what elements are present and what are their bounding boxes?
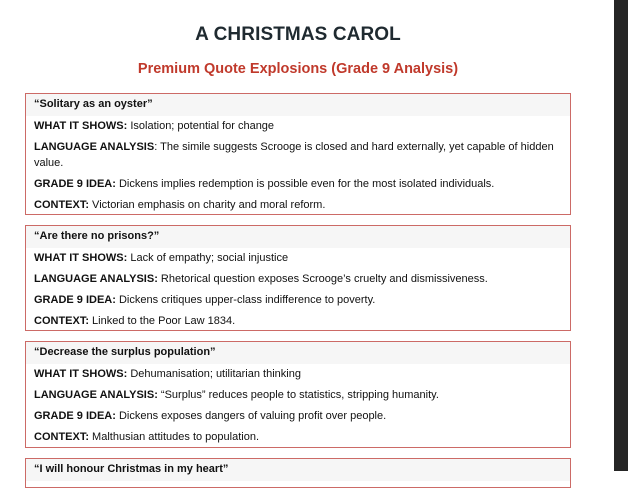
grade-9-idea-row xyxy=(26,406,570,427)
row-text: Victorian emphasis on charity and moral reform. xyxy=(89,199,326,211)
row-label: WHAT IT SHOWS: xyxy=(34,368,128,380)
row-label: LANGUAGE ANALYSIS: xyxy=(34,273,158,285)
document-subtitle: Premium Quote Explosions (Grade 9 Analysis) xyxy=(137,61,459,77)
row-text: Dickens implies redemption is possible even for the most isolated individuals. xyxy=(115,178,495,190)
row-label: WHAT IT SHOWS: xyxy=(34,252,128,264)
context-row xyxy=(26,427,570,448)
language-analysis-row xyxy=(26,137,570,174)
row-text: Isolation; potential for change xyxy=(127,120,275,132)
what-it-shows-row xyxy=(26,364,570,385)
row-text: : The simile suggests Scrooge is closed and hard externally, yet capable of hidden value. xyxy=(34,141,554,169)
quote-heading: “Solitary as an oyster” xyxy=(26,94,570,116)
document-title: A CHRISTMAS CAROL xyxy=(195,24,401,45)
row-label: GRADE 9 IDEA: xyxy=(34,294,116,306)
quote-heading: “Are there no prisons?” xyxy=(26,226,570,248)
language-analysis-row xyxy=(26,385,570,406)
grade-9-idea-row xyxy=(26,290,570,311)
quote-card-prisons xyxy=(25,225,571,331)
context-row xyxy=(26,311,570,332)
viewer-side-panel xyxy=(614,0,628,471)
row-text: Dehumanisation; utilitarian thinking xyxy=(127,368,301,380)
row-label: GRADE 9 IDEA: xyxy=(34,410,116,422)
what-it-shows-row xyxy=(26,248,570,269)
row-text: Linked to the Poor Law 1834. xyxy=(89,315,236,327)
what-it-shows-row xyxy=(26,116,570,137)
row-label: LANGUAGE ANALYSIS xyxy=(34,141,155,153)
row-label: CONTEXT: xyxy=(34,199,89,211)
language-analysis-row xyxy=(26,269,570,290)
row-text: Dickens exposes dangers of valuing profit over people. xyxy=(115,410,387,422)
row-label: CONTEXT: xyxy=(34,315,89,327)
row-label: CONTEXT: xyxy=(34,431,89,443)
row-text: Rhetorical question exposes Scrooge’s cruelty and dismissiveness. xyxy=(157,273,488,285)
quote-card-surplus xyxy=(25,341,571,448)
quote-heading: “I will honour Christmas in my heart” xyxy=(26,459,570,481)
quote-card-honour-christmas xyxy=(25,458,571,488)
row-text: Dickens critiques upper-class indifference to poverty. xyxy=(115,294,376,306)
row-label: WHAT IT SHOWS: xyxy=(34,120,128,132)
row-text: Lack of empathy; social injustice xyxy=(127,252,289,264)
row-label: LANGUAGE ANALYSIS: xyxy=(34,389,158,401)
row-text: Malthusian attitudes to population. xyxy=(89,431,260,443)
context-row xyxy=(26,195,570,216)
row-text: “Surplus” reduces people to statistics, stripping humanity. xyxy=(157,389,439,401)
quote-card-solitary xyxy=(25,93,571,215)
quote-heading: “Decrease the surplus population” xyxy=(26,342,570,364)
grade-9-idea-row xyxy=(26,174,570,195)
row-label: GRADE 9 IDEA: xyxy=(34,178,116,190)
